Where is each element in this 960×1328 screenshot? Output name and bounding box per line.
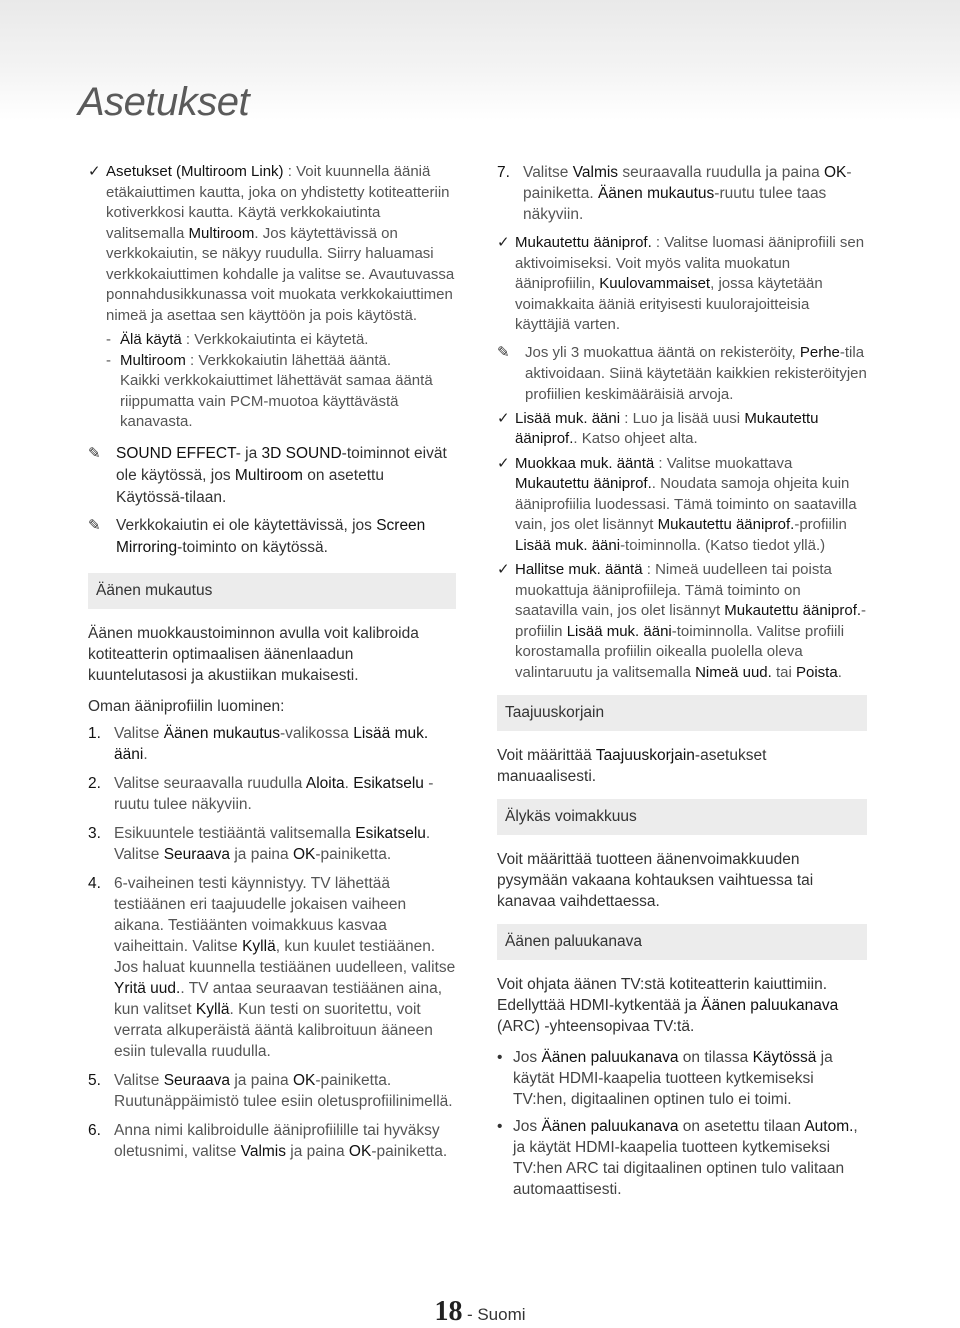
howto-heading: Oman ääniprofiilin luominen: bbox=[88, 697, 285, 715]
section-heading-smart-volume: Älykäs voimakkuus bbox=[497, 799, 867, 835]
step-1: 1. Valitse Äänen mukautus-valikossa Lisää muk. ääni. bbox=[88, 724, 429, 763]
step-2: 2. Valitse seuraavalla ruudulla Aloita. Esikatselu -ruutu tulee näkyviin. bbox=[88, 774, 434, 813]
pencil-icon: ✎ bbox=[497, 343, 510, 361]
option-dont-use: - Älä käytä : Verkkokaiutinta ei käytetä. bbox=[106, 331, 369, 348]
note-text: -toiminnot eivät ole käytössä, jos bbox=[116, 444, 447, 484]
note-highlight: Screen Mirroring bbox=[116, 516, 426, 556]
page-language: - Suomi bbox=[466, 1305, 526, 1324]
arc-bullet-on: • Jos Äänen paluukanava on tilassa Käytössä ja käytät HDMI-kaapelia tuotteen kytkemiseksi TV:hen, digitaalinen optinen tulo ei toimi. bbox=[497, 1049, 833, 1108]
step-6: 6. Anna nimi kalibroidulle ääniprofiilille tai hyväksy oletusnimi, valitse Valmis ja paina OK-painiketta. bbox=[88, 1121, 448, 1160]
step-number: 7. bbox=[497, 164, 510, 181]
smart-volume-text: Voit määrittää tuotteen äänenvoimakkuuden pysymään vakaana kohtauksen vaihtuessa tai kanavaa vaihdettaessa. bbox=[497, 851, 814, 910]
note-sound-effect bbox=[88, 443, 456, 509]
note-family-mode: ✎ Jos yli 3 muokattua ääntä on rekisteröity, Perhe-tila aktivoidaan. Siinä käytetään kaikkien rekisteröityjen profiilien keskimääräisiä arvoja. bbox=[497, 343, 867, 403]
page-number: 18 bbox=[434, 1296, 463, 1327]
section-heading-audio-return-channel: Äänen paluukanava bbox=[497, 924, 867, 960]
step-number: 1. bbox=[88, 724, 101, 742]
note-text: on asetettu Käytössä-tilaan. bbox=[116, 466, 384, 506]
note-text: -toiminto on käytössä. bbox=[177, 538, 328, 556]
step-3: 3. Esikuuntele testiääntä valitsemalla Esikatselu. Valitse Seuraava ja paina OK-painiketta. bbox=[88, 824, 431, 863]
right-column bbox=[497, 162, 867, 1206]
page-title: Asetukset bbox=[78, 80, 250, 124]
note-text: - ja bbox=[235, 444, 262, 462]
custom-profile-item: ✓ Mukautettu ääniprof. : Valitse luomasi ääniprofiili sen aktivoimiseksi. Voit myös valita muokatun ääniprofiilin, Kuulovammaiset, jossa käytetään voimakkaita ääniä erityisesti kuulorajoitteisia käyttäjiä varten. bbox=[497, 233, 867, 336]
multiroom-lead: Asetukset (Multiroom Link) bbox=[106, 163, 284, 180]
step-number: 3. bbox=[88, 824, 101, 842]
note-highlight: SOUND EFFECT bbox=[116, 444, 236, 462]
section-heading-sound-customisation: Äänen mukautus bbox=[88, 573, 456, 609]
step-5: 5. Valitse Seuraava ja paina OK-painiketta. Ruutunäppäimistö tulee esiin oletusprofiilinimellä. bbox=[88, 1071, 453, 1110]
arc-bullet-auto: • Jos Äänen paluukanava on asetettu tilaan Autom., ja käytät HDMI-kaapelia tuotteen kytkemiseksi TV:hen ARC tai digitaalinen optinen tulo valitaan automaattisesti. bbox=[497, 1118, 858, 1198]
note-highlight: Multiroom bbox=[234, 466, 303, 484]
option-multiroom: - Multiroom : Verkkokaiutin lähettää ääntä. bbox=[106, 351, 391, 369]
step-number: 2. bbox=[88, 774, 101, 792]
equalizer-text: Voit määrittää Taajuuskorjain-asetukset manuaalisesti. bbox=[497, 747, 767, 785]
note-screen-mirroring bbox=[88, 515, 456, 559]
note-text: Verkkokaiutin ei ole käytettävissä, jos bbox=[116, 516, 377, 534]
multiroom-text-2: . Jos käytettävissä on verkkokaiutin, se näkyy ruudulla. Siirry haluamasi verkkokaiuttimen kohdalle ja valitse se. Avautuvassa ponnahdusikkunassa voit muokata verkkokaiuttimen nimeä ja asettaa sen käyttöön ja pois käytöstä. bbox=[106, 224, 455, 324]
checkmark-icon: ✓ bbox=[497, 234, 510, 251]
checkmark-icon: ✓ bbox=[497, 561, 510, 578]
pencil-icon: ✎ bbox=[88, 444, 101, 462]
arc-text: Voit ohjata äänen TV:stä kotiteatterin kaiuttimiin. Edellyttää HDMI-kytkentää ja Äänen paluukanava (ARC) -yhteensopivaa TV:tä. bbox=[497, 976, 839, 1035]
bullet-icon: • bbox=[497, 1118, 503, 1135]
manage-custom-sound-item: ✓ Hallitse muk. ääntä : Nimeä uudelleen tai poista muokattuja ääniprofiileja. Tämä toiminto on saatavilla vain, jos olet lisännyt Mukautettu ääniprof.-profiilin Lisää muk. ääni-toiminnolla. Valitse profiili korostamalla profiilin oikealla puolella oleva valintaruutu ja valitsemalla Nimeä uud. tai Poista. bbox=[497, 560, 867, 683]
section-intro: Äänen muokkaustoiminnon avulla voit kalibroida kotiteatterin optimaalisen äänenlaadun kuuntelutasosi ja akustiikan mukaisesti. bbox=[88, 624, 419, 684]
multiroom-highlight: Multiroom bbox=[188, 224, 255, 242]
option-label: Älä käytä bbox=[120, 331, 182, 348]
step-number: 5. bbox=[88, 1071, 101, 1089]
option-desc: : Verkkokaiutin lähettää ääntä. bbox=[185, 351, 391, 369]
section-heading-equalizer: Taajuuskorjain bbox=[497, 695, 867, 731]
step-number: 6. bbox=[88, 1121, 101, 1139]
option-label: Multiroom bbox=[120, 351, 186, 369]
note-highlight: 3D SOUND bbox=[261, 444, 342, 462]
checkmark-icon: ✓ bbox=[497, 409, 510, 427]
step-7: 7. Valitse Valmis seuraavalla ruudulla ja paina OK-painiketta. Äänen mukautus-ruutu tulee taas näkyviin. bbox=[497, 164, 852, 223]
multiroom-text: : Voit kuunnella ääniä etäkaiuttimen kautta, joka on yhdistetty kotiteatteriin kotiverkkosi kautta. Käytä verkkokaiutinta valitsemalla bbox=[106, 163, 450, 242]
step-4: 4. 6-vaiheinen testi käynnistyy. TV lähettää testiäänen eri taajuudelle jokaisen vaiheen aikana. Testiäänten voimakkuus kasvaa vaiheittain. Valitse Kyllä, kun kuulet testiäänen. Jos haluat kuunnella testiäänen uudelleen, valitse Yritä uud.. TV antaa seuraavan testiäänen aina, kun valitset Kyllä. Kun testi on suoritettu, voit verrata alkuperäistä ääntä kalibroituun ääneen esiin tulevalla ruudulla. bbox=[88, 874, 456, 1060]
multiroom-item bbox=[88, 162, 456, 326]
add-custom-sound-item: ✓ Lisää muk. ääni : Luo ja lisää uusi Mukautettu ääniprof.. Katso ohjeet alta. bbox=[497, 409, 867, 450]
checkmark-icon: ✓ bbox=[497, 454, 510, 472]
pencil-icon: ✎ bbox=[88, 516, 101, 534]
step-number: 4. bbox=[88, 874, 101, 892]
option-desc: : Verkkokaiutinta ei käytetä. bbox=[181, 331, 369, 348]
bullet-icon: • bbox=[497, 1049, 503, 1066]
edit-custom-sound-item: ✓ Muokkaa muk. ääntä : Valitse muokattava Mukautettu ääniprof.. Noudata samoja ohjeita kuin ääniprofiilia luodessasi. Tämä toiminto on saatavilla vain, jos olet lisännyt Mukautettu ääniprof.-profiilin Lisää muk. ääni-toiminnolla. (Katso tiedot yllä.) bbox=[497, 454, 867, 557]
page-header bbox=[0, 0, 960, 124]
left-column bbox=[88, 162, 456, 1170]
option-multiroom-detail: Kaikki verkkokaiuttimet lähettävät samaa ääntä riippumatta vain PCM-muotoa käyttävästä kanavasta. bbox=[120, 372, 433, 430]
page-footer bbox=[0, 1296, 960, 1328]
checkmark-icon: ✓ bbox=[88, 163, 101, 180]
